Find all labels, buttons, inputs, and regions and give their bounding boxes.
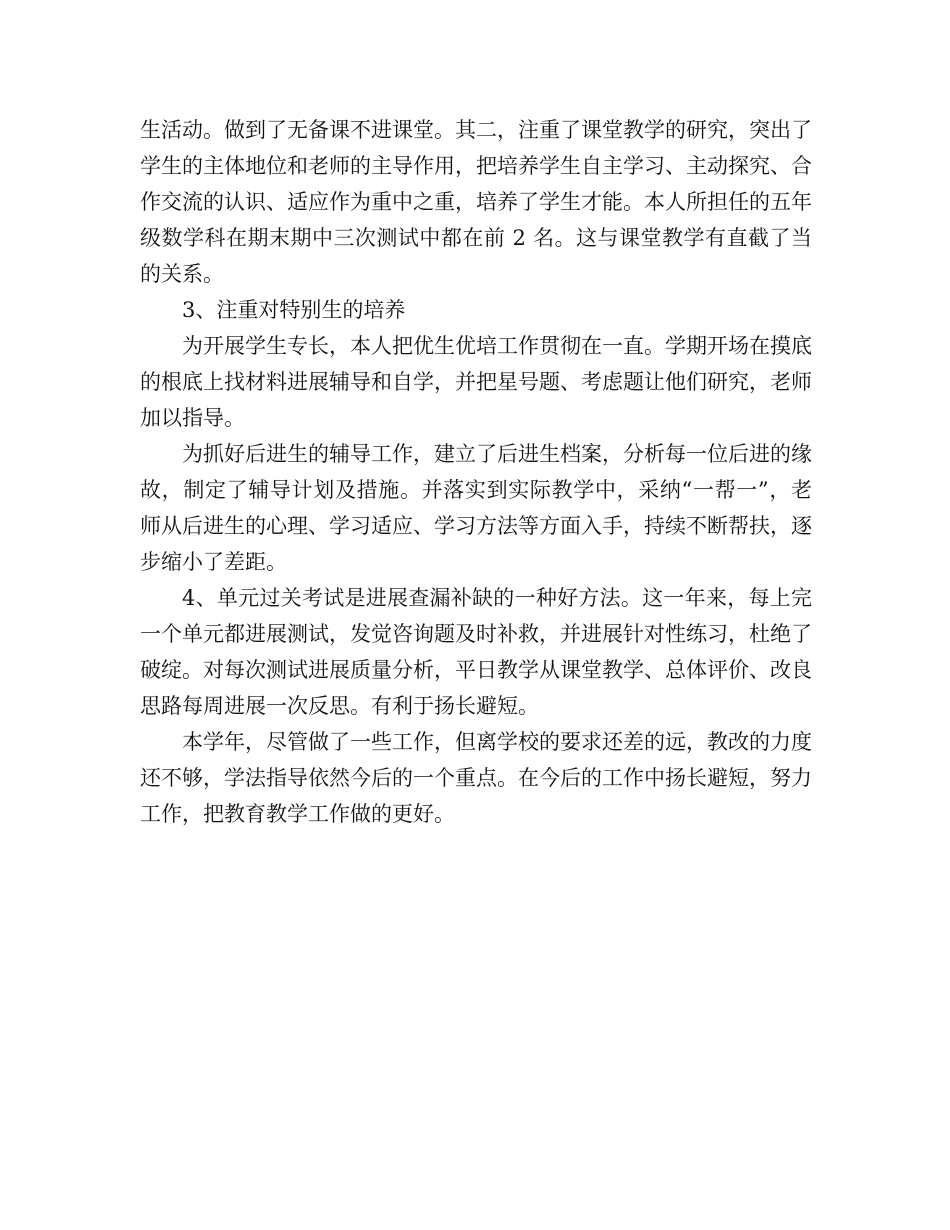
document-body — [140, 112, 812, 832]
paragraph-conclusion: 本学年，尽管做了一些工作，但离学校的要求还差的远，教改的力度还不够，学法指导依然今后的一个重点。在今后的工作中扬长避短，努力工作，把教育教学工作做的更好。 — [140, 730, 812, 826]
paragraph-struggling-students: 为抓好后进生的辅导工作，建立了后进生档案，分析每一位后进的缘故，制定了辅导计划及措施。并落实到实际教学中，采纳“一帮一”，老师从后进生的心理、学习适应、学习方法等方面入手，持续不断帮扶，逐步缩小了差距。 — [140, 442, 812, 574]
section-heading-3: 3、注重对特别生的培养 — [182, 298, 406, 322]
section-item-4: 4、单元过关考试是进展查漏补缺的一种好方法。这一年来，每上完一个单元都进展测试，发觉咨询题及时补救，并进展针对性练习，杜绝了破绽。对每次测试进展质量分析，平日教学从课堂教学、总体评价、改良思路每周进展一次反思。有利于扬长避短。 — [140, 586, 812, 718]
paragraph-gifted-students: 为开展学生专长，本人把优生优培工作贯彻在一直。学期开场在摸底的根底上找材料进展辅导和自学，并把星号题、考虑题让他们研究，老师加以指导。 — [140, 334, 812, 430]
paragraph-continuation: 生活动。做到了无备课不进课堂。其二，注重了课堂教学的研究，突出了学生的主体地位和老师的主导作用，把培养学生自主学习、主动探究、合作交流的认识、适应作为重中之重，培养了学生才能。本人所担任的五年级数学科在期末期中三次测试中都在前 2 名。这与课堂教学有直截了当的关系。 — [140, 118, 812, 286]
